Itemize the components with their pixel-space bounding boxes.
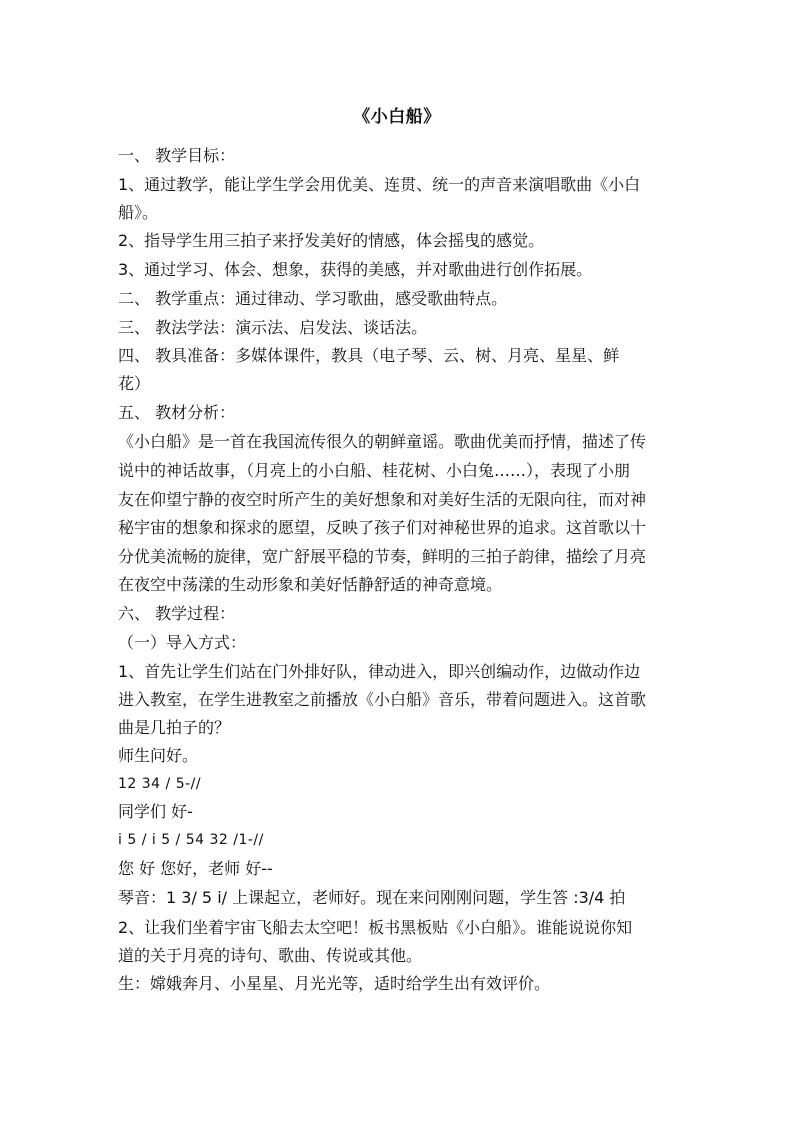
piano-cue-line: 琴音：1 3/ 5 i/ 上课起立，老师好。现在来问刚刚问题，学生答 :3/4 拍 [118, 888, 626, 907]
lyrics-line-1: 同学们 好- [118, 802, 193, 821]
notation-line-1: 12 34 / 5-// [118, 776, 202, 792]
notation-line-2: i 5 / i 5 / 54 32 /1-// [118, 832, 264, 848]
goal-1-line-1: 1、通过教学，能让学生学会用优美、连贯、统一的声音来演唱歌曲《小白 [118, 175, 641, 194]
step-1-line-1: 1、首先让学生们站在门外排好队，律动进入，即兴创编动作，边做动作边 [118, 662, 641, 681]
goal-2: 2、指导学生用三拍子来抒发美好的情感，体会摇曳的感觉。 [118, 231, 545, 250]
goal-1-line-2: 船》。 [118, 203, 159, 222]
analysis-line-2: 说中的神话故事，（月亮上的小白船、桂花树、小白兔……），表现了小朋 [118, 461, 631, 480]
heading-materials-line-2: 花） [118, 374, 151, 393]
heading-key-points: 二、 教学重点：通过律动、学习歌曲，感受歌曲特点。 [118, 289, 508, 308]
step-1-line-2: 进入教室，在学生进教室之前播放《小白船》音乐，带着问题进入。这首歌 [118, 690, 647, 709]
step-2-line-1: 2、让我们坐着宇宙飞船去太空吧！板书黑板贴《小白船》。谁能说说你知 [118, 918, 633, 937]
heading-teaching-process: 六、 教学过程： [118, 604, 236, 623]
subheading-introduction: （一）导入方式： [118, 633, 247, 652]
greeting-text: 师生问好。 [118, 746, 199, 765]
document-title: 《小白船》 [353, 107, 441, 127]
goal-3: 3、通过学习、体会、想象，获得的美感，并对歌曲进行创作拓展。 [118, 260, 593, 279]
lyrics-line-2: 您 好 您好，老师 好-- [118, 859, 273, 878]
analysis-line-3: 友在仰望宁静的夜空时所产生的美好想象和对美好生活的无限向往，而对神 [118, 490, 647, 509]
analysis-line-4: 秘宇宙的想象和探求的愿望，反映了孩子们对神秘世界的追求。这首歌以十 [118, 518, 647, 537]
student-answer-line: 生：嫦娥奔月、小星星、月光光等，适时给学生出有效评价。 [118, 974, 551, 993]
heading-materials-line-1: 四、 教具准备：多媒体课件，教具（电子琴、云、树、月亮、星星、鲜 [118, 346, 620, 365]
heading-analysis: 五、 教材分析： [118, 403, 236, 422]
heading-methods: 三、 教法学法：演示法、启发法、谈话法。 [118, 318, 428, 337]
step-2-line-2: 道的关于月亮的诗句、歌曲、传说或其他。 [118, 946, 423, 965]
analysis-line-5: 分优美流畅的旋律，宽广舒展平稳的节奏，鲜明的三拍子韵律，描绘了月亮 [118, 547, 647, 566]
analysis-line-6: 在夜空中荡漾的生动形象和美好恬静舒适的神奇意境。 [118, 575, 503, 594]
analysis-line-1: 《小白船》是一首在我国流传很久的朝鲜童谣。歌曲优美而抒情，描述了传 [118, 432, 647, 451]
step-1-line-3: 曲是几拍子的？ [118, 718, 231, 737]
heading-teaching-goals: 一、 教学目标： [118, 146, 236, 165]
